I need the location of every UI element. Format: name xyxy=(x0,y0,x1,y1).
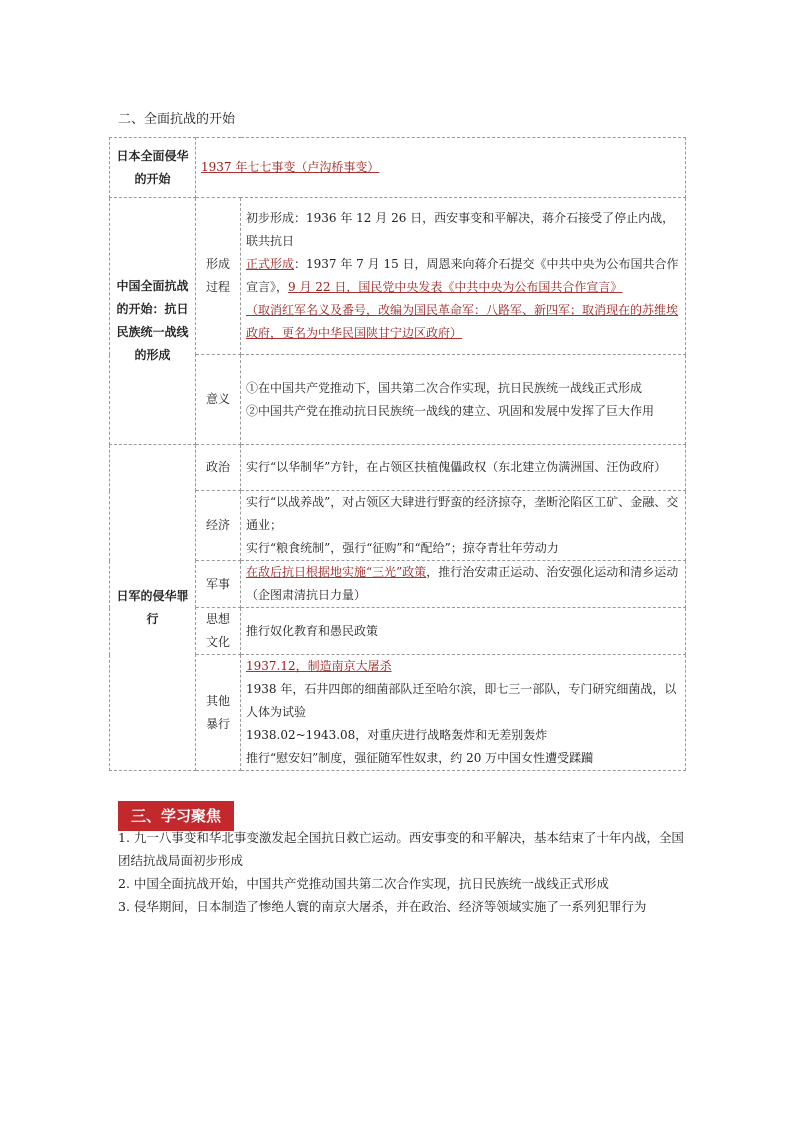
table-row xyxy=(110,138,686,198)
cell-invasion-start xyxy=(196,138,686,198)
significance-2: ②中国共产党在推动抗日民族统一战线的建立、巩固和发展中发挥了巨大作用 xyxy=(246,403,655,418)
table-row xyxy=(110,445,686,491)
other-3: 1938.02~1943.08，对重庆进行战略轰炸和无差别轰炸 xyxy=(246,728,548,742)
sub-label-military: 军事 xyxy=(196,561,241,608)
formation-reorganization: （取消红军名义及番号，改编为国民革命军：八路军、新四军；取消现在的苏维埃政府，更名为中华民国陕甘宁边区政府） xyxy=(246,303,679,340)
formation-initial: 初步形成：1936 年 12 月 26 日，西安事变和平解决，蒋介石接受了停止内战，联共抗日 xyxy=(246,211,675,248)
row-header-invasion-start: 日本全面侵华的开始 xyxy=(110,138,196,198)
other-1: 1937.12，制造南京大屠杀 xyxy=(246,659,392,673)
other-4: 推行“慰安妇”制度，强征随军性奴隶，约 20 万中国女性遭受蹂躏 xyxy=(246,751,594,765)
focus-item-2: 2. 中国全面抗战开始，中国共产党推动国共第二次合作实现，抗日民族统一战线正式形成 xyxy=(118,876,609,891)
cell-military xyxy=(241,561,686,608)
economy-1: 实行“以战养战”，对占领区大肆进行野蛮的经济掠夺，垄断沦陷区工矿、金融、交通业； xyxy=(246,495,679,532)
sub-label-formation: 形成过程 xyxy=(196,198,241,355)
sub-label-economy: 经济 xyxy=(196,491,241,561)
formation-official-red: 9 月 22 日，国民党中央发表《中共中央为公布国共合作宣言》 xyxy=(288,280,623,294)
cell-economy xyxy=(241,491,686,561)
row-header-united-front: 中国全面抗战的开始：抗日民族统一战线的形成 xyxy=(110,198,196,445)
table-row xyxy=(110,655,686,771)
formation-official-text: ：1937 年 7 月 15 日，周恩来向蒋介石提交《中共中央为公布国共合作宣言》， xyxy=(246,257,679,294)
cell-formation xyxy=(241,198,686,355)
cell-politics: 实行“以华制华”方针，在占领区扶植傀儡政权（东北建立伪满洲国、汪伪政府） xyxy=(241,445,686,491)
table-row xyxy=(110,198,686,355)
formation-official xyxy=(246,253,680,299)
military-red: 在敌后抗日根据地实施“三光”政策 xyxy=(246,565,427,579)
focus-banner: 三、学习聚焦 xyxy=(118,801,234,831)
table-row xyxy=(110,355,686,445)
focus-item-1: 1. 九一八事变和华北事变激发起全国抗日救亡运动。西安事变的和平解决，基本结束了十年内战，全国团结抗战局面初步形成 xyxy=(118,830,684,868)
military-rest: ，推行治安肃正运动、治安强化运动和清乡运动（企图肃清抗日力量） xyxy=(246,565,679,602)
cell-other xyxy=(241,655,686,771)
table-row xyxy=(110,561,686,608)
table-row xyxy=(110,608,686,655)
sub-label-culture: 思想文化 xyxy=(196,608,241,655)
significance-1: ①在中国共产党推动下，国共第二次合作实现，抗日民族统一战线正式形成 xyxy=(246,380,643,395)
economy-2: 实行“粮食统制”，强行“征购”和“配给”；掠夺青壮年劳动力 xyxy=(246,541,559,555)
row-header-crimes: 日军的侵华罪行 xyxy=(110,445,196,771)
focus-summary xyxy=(118,826,684,918)
focus-item-3: 3. 侵华期间，日本制造了惨绝人寰的南京大屠杀，并在政治、经济等领域实施了一系列犯罪行为 xyxy=(118,899,647,914)
sub-label-politics: 政治 xyxy=(196,445,241,491)
other-2: 1938 年，石井四郎的细菌部队迁至哈尔滨，即七三一部队，专门研究细菌战，以人体为试验 xyxy=(246,682,677,719)
sub-label-significance: 意义 xyxy=(196,355,241,445)
section-title: 二、全面抗战的开始 xyxy=(118,112,236,127)
invasion-start-text: 1937 年七七事变（卢沟桥事变） xyxy=(201,160,380,174)
formation-official-label: 正式形成 xyxy=(246,257,295,271)
table-row xyxy=(110,491,686,561)
cell-significance xyxy=(241,355,686,445)
sub-label-other: 其他暴行 xyxy=(196,655,241,771)
history-table xyxy=(109,137,686,771)
cell-culture: 推行奴化教育和愚民政策 xyxy=(241,608,686,655)
